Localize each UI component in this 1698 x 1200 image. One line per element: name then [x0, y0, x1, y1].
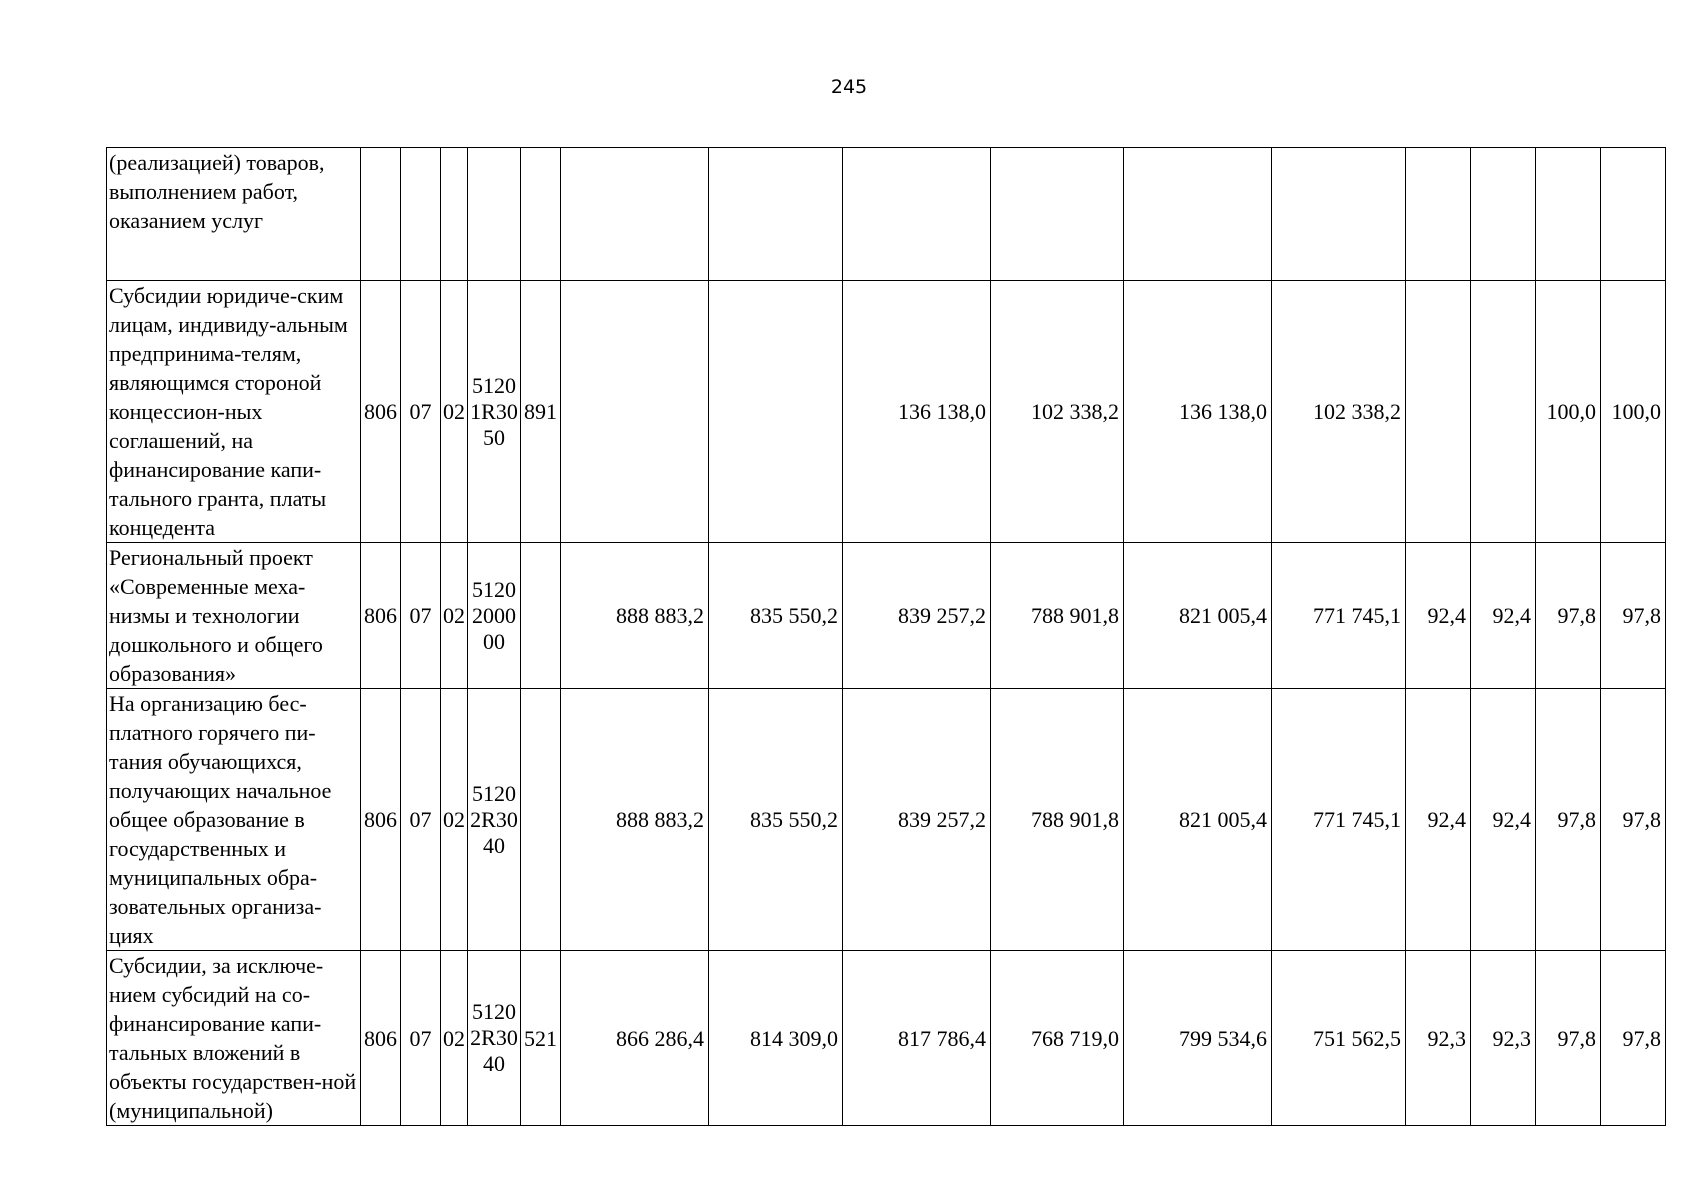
plan-2019-value: 888 883,2: [561, 543, 709, 689]
section-code: [401, 148, 441, 281]
pct-plan-2020-federal: [1601, 148, 1666, 281]
section-code: 07: [401, 281, 441, 543]
subsection-code: [441, 148, 468, 281]
plan-2020-federal-value: 102 338,2: [991, 281, 1124, 543]
plan-2020-value: 817 786,4: [843, 951, 991, 1126]
plan-2019-federal-value: [709, 281, 843, 543]
target-article-code-part: 1R30: [470, 398, 518, 424]
pct-plan-2019-federal: [1471, 281, 1536, 543]
target-article-code: [468, 281, 521, 543]
row-description: Субсидии, за исключе-нием субсидий на со-финансирование капи-тальных вложений в объекты государствен-ной (муниципальной): [107, 951, 361, 1126]
ved-code: 806: [361, 543, 401, 689]
plan-2020-value: 839 257,2: [843, 689, 991, 951]
pct-plan-2020-federal: 97,8: [1601, 543, 1666, 689]
target-article-code-part: 2000: [472, 602, 516, 628]
pct-plan-2020-federal: 100,0: [1601, 281, 1666, 543]
plan-2020-value: 136 138,0: [843, 281, 991, 543]
pct-plan-2019-federal: 92,3: [1471, 951, 1536, 1126]
section-code: 07: [401, 543, 441, 689]
ved-code: [361, 148, 401, 281]
expense-type-code: [521, 148, 561, 281]
target-article-code-part: 2R30: [470, 806, 518, 832]
target-article-code: [468, 951, 521, 1126]
pct-plan-2019-federal: 92,4: [1471, 689, 1536, 951]
pct-plan-2019: [1406, 148, 1471, 281]
table-row: [107, 951, 1666, 1126]
section-code: 07: [401, 951, 441, 1126]
exec-federal-value: [1272, 148, 1406, 281]
pct-plan-2020: 97,8: [1536, 543, 1601, 689]
pct-plan-2019-federal: [1471, 148, 1536, 281]
target-article-code-part: 00: [483, 628, 505, 654]
plan-2020-federal-value: [991, 148, 1124, 281]
plan-2019-value: 888 883,2: [561, 689, 709, 951]
exec-federal-value: 751 562,5: [1272, 951, 1406, 1126]
target-article-code: [468, 689, 521, 951]
pct-plan-2020: [1536, 148, 1601, 281]
plan-2019-federal-value: 835 550,2: [709, 689, 843, 951]
target-article-code-part: 5120: [472, 576, 516, 602]
expense-type-code: [521, 543, 561, 689]
pct-plan-2019: 92,4: [1406, 543, 1471, 689]
target-article-code-part: 50: [483, 424, 505, 450]
target-article-code-part: 40: [483, 1051, 505, 1076]
plan-2019-value: 866 286,4: [561, 951, 709, 1126]
exec-value: 821 005,4: [1124, 689, 1272, 951]
ved-code: 806: [361, 689, 401, 951]
table-body: [107, 148, 1666, 1126]
plan-2020-value: [843, 148, 991, 281]
target-article-code-part: 5120: [472, 372, 516, 398]
pct-plan-2020: 97,8: [1536, 951, 1601, 1126]
ved-code: 806: [361, 281, 401, 543]
pct-plan-2019: [1406, 281, 1471, 543]
ved-code: 806: [361, 951, 401, 1126]
pct-plan-2019: 92,3: [1406, 951, 1471, 1126]
target-article-code-part: 5120: [472, 999, 516, 1024]
pct-plan-2020-federal: 97,8: [1601, 689, 1666, 951]
budget-table: [106, 147, 1666, 1126]
plan-2020-federal-value: 788 901,8: [991, 543, 1124, 689]
plan-2019-value: [561, 281, 709, 543]
pct-plan-2020: 100,0: [1536, 281, 1601, 543]
section-code: 07: [401, 689, 441, 951]
table-row: [107, 148, 1666, 281]
target-article-code: [468, 543, 521, 689]
target-article-code-part: 2R30: [470, 1025, 518, 1050]
target-article-code-part: 5120: [472, 780, 516, 806]
exec-value: [1124, 148, 1272, 281]
row-description: Субсидии юридиче-ским лицам, индивиду-альным предпринима-телям, являющимся стороной концессион-ных соглашений, на финансирование капи-тального гранта, платы концедента: [107, 281, 361, 543]
plan-2020-federal-value: 768 719,0: [991, 951, 1124, 1126]
plan-2020-value: 839 257,2: [843, 543, 991, 689]
table-row: [107, 689, 1666, 951]
subsection-code: 02: [441, 543, 468, 689]
expense-type-code: 891: [521, 281, 561, 543]
row-description: (реализацией) товаров, выполнением работ, оказанием услуг: [107, 148, 361, 281]
row-description: Региональный проект «Современные меха-низмы и технологии дошкольного и общего образования»: [107, 543, 361, 689]
pct-plan-2020-federal: 97,8: [1601, 951, 1666, 1126]
exec-value: 799 534,6: [1124, 951, 1272, 1126]
expense-type-code: 521: [521, 951, 561, 1126]
row-description: На организацию бес-платного горячего пи-тания обучающихся, получающих начальное общее образование в государственных и муниципальных обра-зовательных организа-циях: [107, 689, 361, 951]
expense-type-code: [521, 689, 561, 951]
exec-federal-value: 102 338,2: [1272, 281, 1406, 543]
plan-2019-federal-value: 814 309,0: [709, 951, 843, 1126]
target-article-code-part: 40: [483, 832, 505, 858]
exec-federal-value: 771 745,1: [1272, 689, 1406, 951]
exec-federal-value: 771 745,1: [1272, 543, 1406, 689]
pct-plan-2020: 97,8: [1536, 689, 1601, 951]
pct-plan-2019: 92,4: [1406, 689, 1471, 951]
exec-value: 136 138,0: [1124, 281, 1272, 543]
subsection-code: 02: [441, 951, 468, 1126]
pct-plan-2019-federal: 92,4: [1471, 543, 1536, 689]
plan-2019-federal-value: 835 550,2: [709, 543, 843, 689]
table-row: [107, 543, 1666, 689]
page-number: 245: [830, 76, 868, 98]
plan-2020-federal-value: 788 901,8: [991, 689, 1124, 951]
table-row: [107, 281, 1666, 543]
plan-2019-value: [561, 148, 709, 281]
target-article-code: [468, 148, 521, 281]
subsection-code: 02: [441, 689, 468, 951]
plan-2019-federal-value: [709, 148, 843, 281]
exec-value: 821 005,4: [1124, 543, 1272, 689]
subsection-code: 02: [441, 281, 468, 543]
